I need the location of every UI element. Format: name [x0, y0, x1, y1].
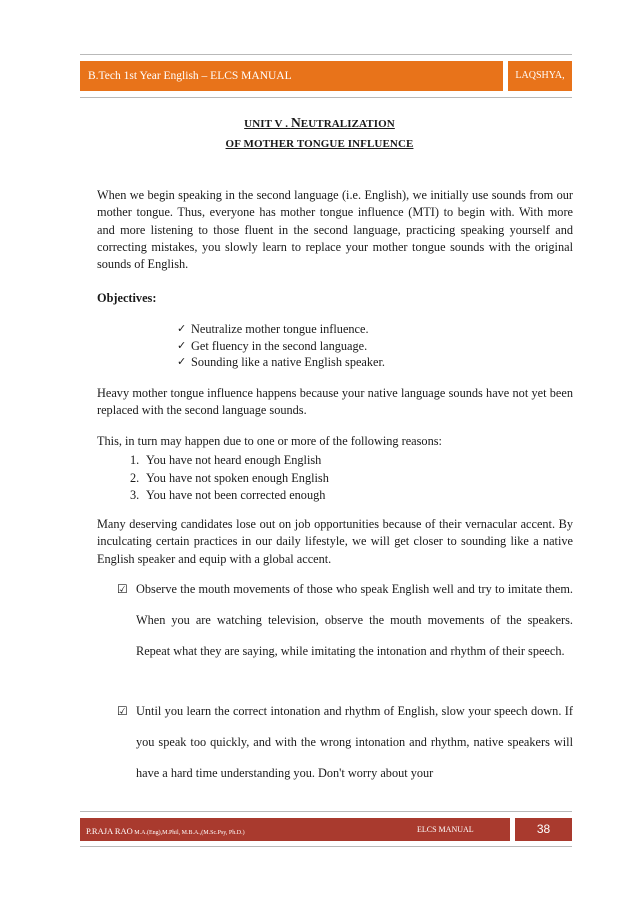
objective-text: Sounding like a native English speaker. — [191, 355, 385, 369]
tip-text: Until you learn the correct intonation and rhythm of English, slow your speech down. If you speak too quickly, and with the wrong intonation and rhythm, native speakers will have a hard time understanding you. Don't worry about your — [136, 704, 573, 780]
list-number: 1. — [130, 453, 140, 467]
list-item — [130, 452, 329, 470]
mti-paragraph: Heavy mother tongue influence happens because your native language sounds have not yet been replaced with the second language sounds. — [97, 386, 573, 418]
footer-author: P.RAJA RAO — [86, 826, 133, 836]
reason-text: You have not heard enough English — [146, 453, 322, 467]
tip-text: Observe the mouth movements of those who speak English well and try to imitate them. When you are watching television, observe the mouth movements of the speakers. Repeat what they are saying, while imitating the intonation and rhythm of their speech. — [136, 582, 573, 658]
reason-text: You have not spoken enough English — [146, 470, 329, 485]
reasons-list — [130, 452, 329, 505]
header-title: B.Tech 1st Year English – ELCS MANUAL — [80, 61, 503, 91]
list-item — [177, 338, 385, 355]
checkbox-icon: ☑ — [117, 582, 128, 596]
reasons-intro: This, in turn may happen due to one or more of the following reasons: — [97, 434, 442, 448]
list-number: 2. — [130, 470, 140, 485]
checkmark-icon: ✓ — [177, 322, 187, 335]
unit-title-prefix: UNIT V . — [244, 118, 291, 130]
reason-text: You have not been corrected enough — [146, 488, 326, 502]
tip-item — [117, 696, 573, 789]
header-rule-top — [80, 54, 572, 55]
list-item — [130, 470, 329, 488]
footer-manual: ELCS MANUAL — [417, 825, 474, 834]
accent-paragraph: Many deserving candidates lose out on job opportunities because of their vernacular accent. By inculcating certain practices in our daily lifestyle, we will get closer to sounding like a native English speaker and equip with a global accent. — [97, 517, 573, 566]
unit-title-cap: N — [290, 115, 301, 130]
tip-item — [117, 574, 573, 667]
footer-rule-bottom — [80, 846, 572, 847]
checkmark-icon: ✓ — [177, 338, 187, 352]
checkbox-icon: ☑ — [117, 704, 128, 718]
footer-rule-top — [80, 811, 572, 812]
footer-left — [80, 818, 510, 841]
objective-text: Neutralize mother tongue influence. — [191, 322, 369, 336]
list-item — [177, 354, 385, 371]
list-item — [177, 321, 385, 338]
objectives-list — [177, 321, 385, 371]
footer-quals: M.A.(Eng),M.Phil, M.B.A.,(M.Sc.Psy, Ph.D.) — [132, 830, 245, 836]
list-item — [130, 487, 329, 505]
checkmark-icon: ✓ — [177, 355, 187, 368]
page-footer — [80, 818, 572, 841]
unit-title — [0, 115, 639, 131]
objectives-heading: Objectives: — [97, 291, 157, 305]
objective-text: Get fluency in the second language. — [191, 338, 368, 353]
unit-title-rest: EUTRALIZATION — [300, 118, 395, 130]
list-number: 3. — [130, 488, 140, 502]
unit-subtitle: OF MOTHER TONGUE INFLUENCE — [225, 138, 414, 150]
header-right-label: LAQSHYA, KMM — [508, 61, 572, 91]
header-rule-bottom — [80, 97, 572, 98]
page-header — [80, 61, 572, 111]
intro-paragraph: When we begin speaking in the second language (i.e. English), we initially use sounds from our mother tongue. Thus, everyone has mother tongue influence (MTI) to begin with. With more and more listening to those fluent in the second language, practicing speaking yourself and correcting mistakes, you slowly learn to replace your mother tongue sounds with the original sounds of English. — [97, 188, 573, 272]
page-number: 38 — [515, 818, 572, 841]
